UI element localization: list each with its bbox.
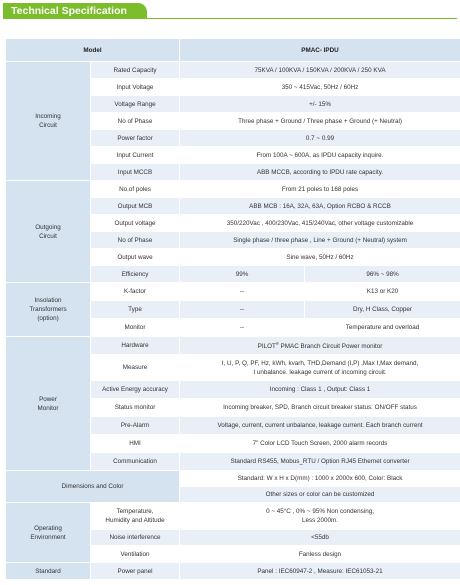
row-value: Single phase / three phase , Line + Ground (+ Neutral) system: [180, 232, 460, 248]
model-label: Model: [6, 39, 179, 61]
table-row: [6, 337, 460, 354]
row-value: Incoming : Class 1 , Output: Class 1: [180, 381, 460, 398]
row-value: 75KVA / 100KVA / 150KVA / 200KVA / 250 KVA: [180, 62, 460, 78]
table-row: [6, 62, 460, 78]
row-label: Output MCB: [91, 198, 179, 214]
row-label: K-factor: [91, 283, 179, 300]
row-value: Voltage, current, current unbalance, leakage current. Each branch current: [180, 417, 460, 434]
row-label: Noise interference: [91, 530, 179, 545]
row-label: Input MCCB: [91, 164, 179, 180]
row-value-a: --: [180, 283, 304, 300]
table-row: [6, 503, 460, 529]
row-label: HMI: [91, 435, 179, 452]
category-dimensions-color: Dimensions and Color: [6, 471, 179, 502]
row-value-a: 99%: [180, 266, 304, 282]
row-label: Input Voltage: [91, 79, 179, 95]
row-label: Voltage Range: [91, 96, 179, 112]
row-label: Rated Capacity: [91, 62, 179, 78]
spec-table: [5, 38, 460, 580]
row-value: 0 ~ 45°C , 0% ~ 95% Non condensing, Less 2000m.: [180, 503, 460, 529]
row-value: From 21 poles to 168 poles: [180, 181, 460, 197]
row-label: Ventilation: [91, 546, 179, 562]
row-label: Type: [91, 301, 179, 318]
row-value: Standard: W x H x D(mm) : 1000 x 2000x 600, Color: Black: [180, 471, 460, 486]
table-row: [6, 181, 460, 197]
row-value-b: K13 or K20: [305, 283, 460, 300]
row-label: Hardware: [91, 337, 179, 354]
category-incoming-circuit: Incoming Circuit: [6, 62, 90, 180]
category-standard: Standard: [6, 563, 90, 579]
row-value: Three phase + Ground / Three phase + Ground (+ Neutral): [180, 113, 460, 129]
row-value-b: Temperature and overload: [305, 319, 460, 336]
section-title: Technical Specification: [3, 3, 147, 19]
table-row: [6, 563, 460, 579]
row-value: PILOT® PMAC Branch Circuit Power monitor: [180, 337, 460, 354]
row-value: 7" Color LCD Touch Screen, 2000 alarm records: [180, 435, 460, 452]
model-value: PMAC- IPDU: [180, 39, 460, 61]
row-label: No of Phase: [91, 113, 179, 129]
category-power-monitor: Power Monitor: [6, 337, 90, 470]
row-value: 350/220Vac , 400/230Vac, 415/240Vac, other voltage customizable: [180, 215, 460, 231]
section-divider: [3, 18, 457, 19]
row-value: Other sizes or color can be customized: [180, 487, 460, 502]
table-row: [6, 471, 460, 486]
category-isolation-transformers: Insolation Transformers (option): [6, 283, 90, 336]
row-value: Panel : IEC60947-2 , Measure: IEC61053-21: [180, 563, 460, 579]
row-value: Fanless design: [180, 546, 460, 562]
row-value: Standard RS455, Mobus_RTU / Option RJ45 Ethernet converter: [180, 453, 460, 470]
row-label: Status monitor: [91, 399, 179, 416]
row-label: Output voltage: [91, 215, 179, 231]
row-label: Power panel: [91, 563, 179, 579]
row-label: Output wave: [91, 249, 179, 265]
row-value-a: --: [180, 301, 304, 318]
row-value: 350 ~ 415Vac, 50Hz / 60Hz: [180, 79, 460, 95]
row-label: Power factor: [91, 130, 179, 146]
row-label: No.of poles: [91, 181, 179, 197]
row-label: Communication: [91, 453, 179, 470]
row-label: No of Phase: [91, 232, 179, 248]
row-value: <55db: [180, 530, 460, 545]
row-value: Incoming breaker, SPD, Branch circuit breaker status: ON/OFF status: [180, 399, 460, 416]
row-label: Input Current: [91, 147, 179, 163]
row-value: ABB MCCB, according to IPDU rate capacity.: [180, 164, 460, 180]
row-label: Measure: [91, 355, 179, 380]
row-value: 0.7 ~ 0.99: [180, 130, 460, 146]
row-value-b: 96% ~ 98%: [305, 266, 460, 282]
row-value: +/- 15%: [180, 96, 460, 112]
category-outgoing-circuit: Outgoing Circuit: [6, 181, 90, 282]
row-value: I, U, P, Q, PF, Hz, kWh, kvarh, THD,Demand (I,P) ,Max I,Max demand, I unbalance. leakage current of incoming circuit.: [180, 355, 460, 380]
row-label: Monitor: [91, 319, 179, 336]
row-label: Active Energy accuracy: [91, 381, 179, 398]
row-label: Efficiency: [91, 266, 179, 282]
row-value-a: --: [180, 319, 304, 336]
row-label: Temperature, Humidity and Altitude: [91, 503, 179, 529]
table-row: [6, 283, 460, 300]
category-operating-environment: Operating Environment: [6, 503, 90, 562]
row-value-b: Dry, H Class, Copper: [305, 301, 460, 318]
row-value: ABB MCB : 16A, 32A, 63A, Option RCBO & RCCB: [180, 198, 460, 214]
row-value: From 100A ~ 600A, as IPDU capacity inquire.: [180, 147, 460, 163]
row-label: Pre-Alarm: [91, 417, 179, 434]
table-header-row: [6, 39, 460, 61]
row-value: Sine wave, 50Hz / 60Hz: [180, 249, 460, 265]
